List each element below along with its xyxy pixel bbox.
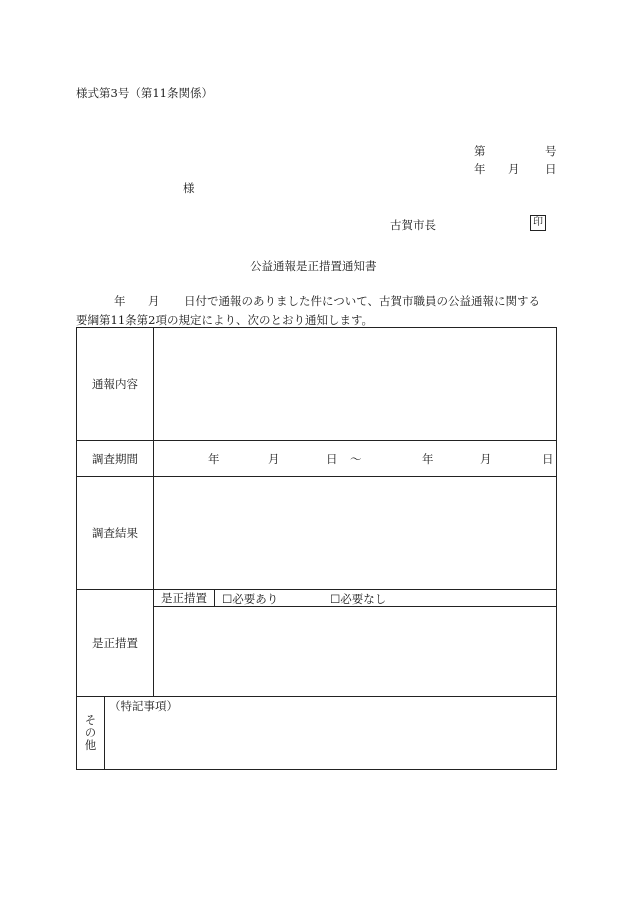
issuer-title: 古賀市長 bbox=[390, 218, 436, 232]
body-year: 年 bbox=[114, 294, 126, 308]
correction-label-cell bbox=[77, 590, 154, 697]
period-start-month: 月 bbox=[268, 452, 280, 466]
body-line2: 要綱第11条第2項の規定により、次のとおり通知します。 bbox=[76, 313, 374, 327]
correction-field bbox=[154, 590, 557, 697]
form-number: 様式第3号（第11条関係） bbox=[76, 86, 213, 100]
doc-number-suffix: 号 bbox=[545, 144, 557, 158]
notice-form-table bbox=[76, 327, 557, 770]
content-label-cell bbox=[77, 328, 154, 441]
other-field[interactable] bbox=[105, 697, 557, 770]
date-month: 月 bbox=[508, 162, 520, 176]
period-label-cell bbox=[77, 441, 154, 477]
period-label: 調査期間 bbox=[92, 451, 138, 466]
doc-number-prefix: 第 bbox=[474, 144, 486, 158]
period-end-day: 日 bbox=[542, 452, 554, 466]
period-end-year: 年 bbox=[422, 452, 434, 466]
body-line1-rest: 日付で通報のありました件について、古賀市職員の公益通報に関する bbox=[184, 294, 541, 308]
period-tilde: ～ bbox=[350, 452, 362, 466]
period-start-year: 年 bbox=[208, 452, 220, 466]
option-needed-checkbox[interactable]: ☐必要あり bbox=[222, 592, 279, 606]
period-start-day: 日 bbox=[326, 452, 338, 466]
result-label-cell bbox=[77, 477, 154, 590]
other-note: （特記事項） bbox=[109, 699, 178, 713]
option-not-needed-checkbox[interactable]: ☐必要なし bbox=[330, 592, 387, 606]
correction-label: 是正措置 bbox=[92, 636, 138, 650]
other-label-cell bbox=[77, 697, 105, 770]
result-field[interactable] bbox=[154, 477, 557, 590]
period-field[interactable] bbox=[154, 441, 557, 477]
period-end-month: 月 bbox=[480, 452, 492, 466]
content-field[interactable] bbox=[154, 328, 557, 441]
correction-detail-field[interactable] bbox=[154, 607, 556, 696]
seal-mark: 印 bbox=[530, 215, 546, 231]
correction-sub-label: 是正措置 bbox=[154, 590, 215, 606]
content-label: 通報内容 bbox=[92, 377, 138, 391]
body-month: 月 bbox=[148, 294, 160, 308]
other-label: その他 bbox=[83, 714, 98, 752]
date-day: 日 bbox=[545, 162, 557, 176]
result-label: 調査結果 bbox=[92, 526, 138, 540]
document-title: 公益通報是正措置通知書 bbox=[250, 259, 377, 273]
date-year: 年 bbox=[474, 162, 486, 176]
recipient-suffix: 様 bbox=[183, 181, 195, 195]
